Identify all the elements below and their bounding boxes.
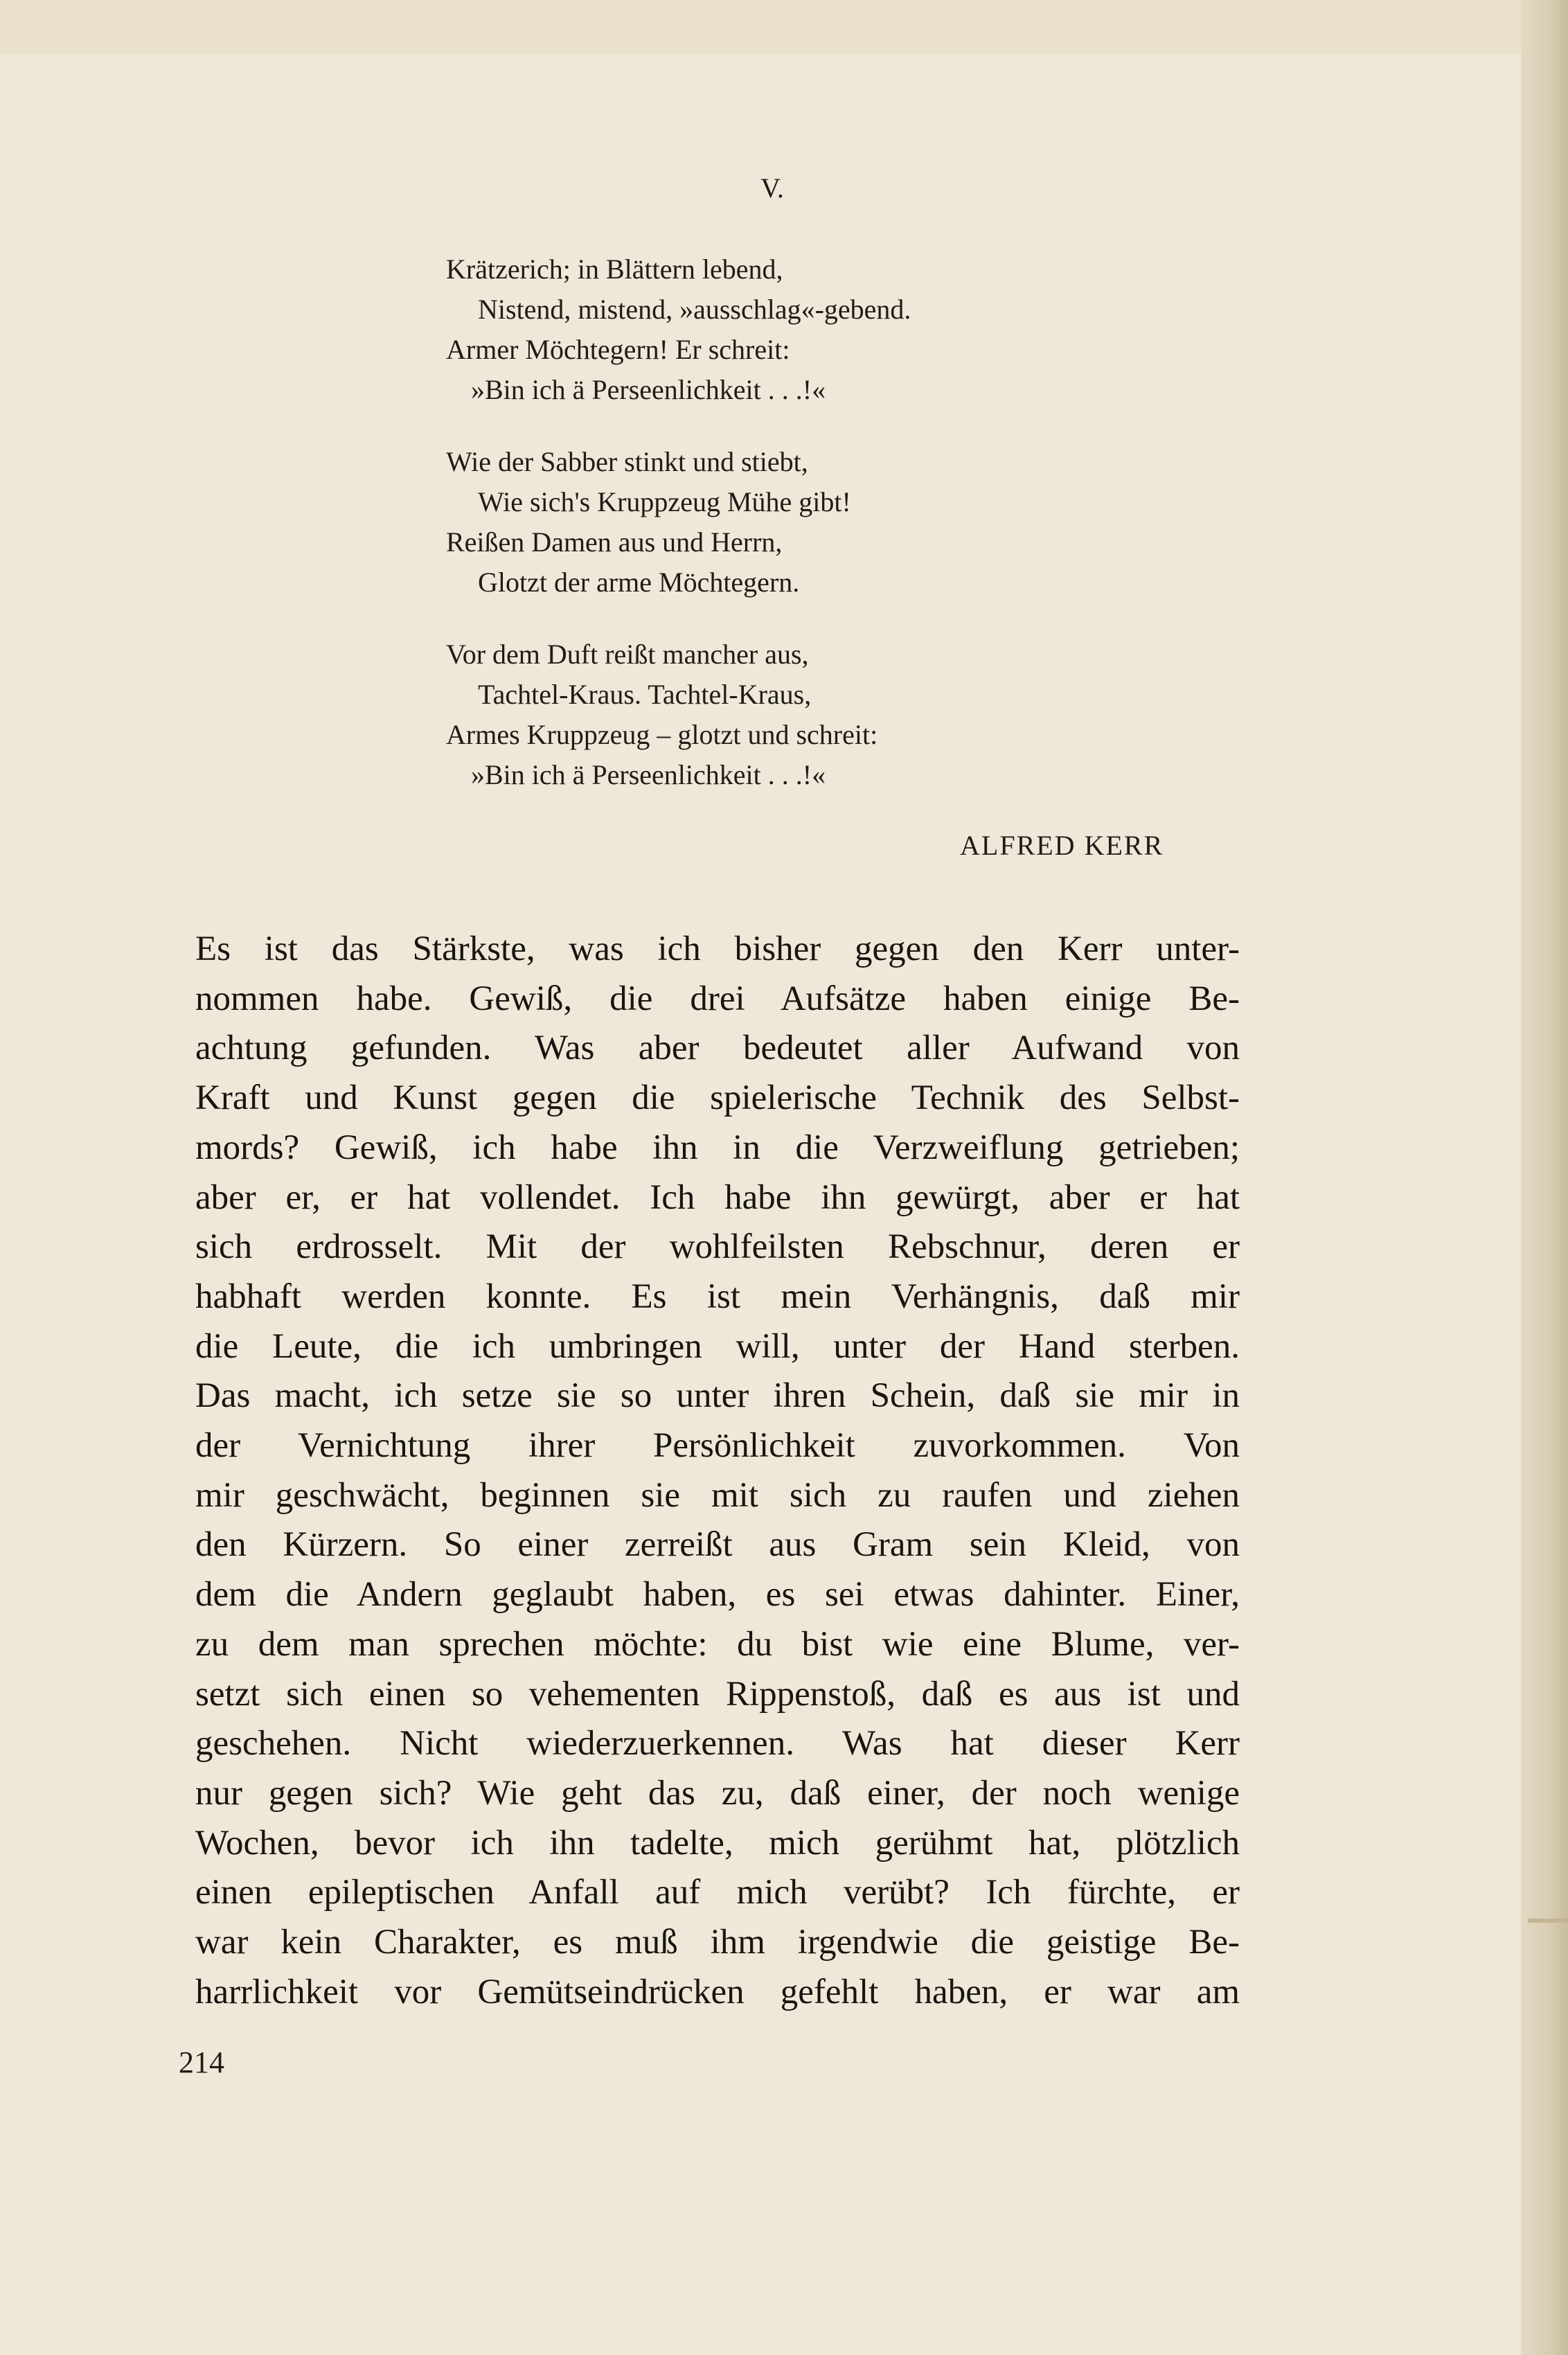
prose-line: nommen habe. Gewiß, die drei Aufsätze haben einige Be- [195, 979, 1240, 1018]
page-top-band [0, 0, 1544, 54]
prose-line: den Kürzern. So einer zerreißt aus Gram sein Kleid, von [195, 1525, 1240, 1565]
poem-author: ALFRED KERR [960, 830, 1164, 861]
prose-line: aber er, er hat vollendet. Ich habe ihn gewürgt, aber er hat [195, 1178, 1240, 1217]
prose-line: Kraft und Kunst gegen die spielerische Technik des Selbst- [195, 1078, 1240, 1118]
prose-line: sich erdrosselt. Mit der wohlfeilsten Rebschnur, deren er [195, 1227, 1240, 1267]
prose-line: mords? Gewiß, ich habe ihn in die Verzweiflung getrieben; [195, 1128, 1240, 1167]
poem-line: Reißen Damen aus und Herrn, [446, 526, 783, 558]
prose-line: Es ist das Stärkste, was ich bisher gegen den Kerr unter- [195, 930, 1240, 968]
prose-line: dem die Andern geglaubt haben, es sei etwas dahinter. Einer, [195, 1575, 1240, 1615]
prose-line: setzt sich einen so vehementen Rippenstoß, daß es aus ist und [195, 1674, 1240, 1714]
prose-line: harrlichkeit vor Gemütseindrücken gefehlt haben, er war am [195, 1972, 1240, 2011]
section-heading: V. [760, 172, 784, 204]
poem-line: Krätzerich; in Blättern lebend, [446, 254, 783, 285]
poem-line: Nistend, mistend, »ausschlag«-gebend. [478, 294, 911, 325]
poem-line: »Bin ich ä Perseenlichkeit . . .!« [471, 759, 826, 790]
prose-line: achtung gefunden. Was aber bedeutet aller Aufwand von [195, 1029, 1240, 1068]
page-number: 214 [179, 2045, 224, 2079]
poem-line: Tachtel-Kraus. Tachtel-Kraus, [478, 679, 812, 710]
poem [0, 249, 1544, 827]
page-edge [1521, 0, 1568, 2355]
prose-line: geschehen. Nicht wiederzuerkennen. Was hat dieser Kerr [195, 1724, 1240, 1763]
poem-stanza-3 [0, 634, 1544, 795]
prose-paragraph [195, 925, 1240, 2017]
page-fold-mark [1528, 1919, 1568, 1923]
poem-line: »Bin ich ä Perseenlichkeit . . .!« [471, 374, 826, 405]
poem-line: Wie der Sabber stinkt und stiebt, [446, 446, 808, 477]
prose-line: nur gegen sich? Wie geht das zu, daß einer, der noch wenige [195, 1773, 1240, 1813]
poem-line: Armes Kruppzeug – glotzt und schreit: [446, 719, 878, 750]
poem-line: Wie sich's Kruppzeug Mühe gibt! [478, 486, 851, 517]
prose-line: der Vernichtung ihrer Persönlichkeit zuvorkommen. Von [195, 1426, 1240, 1466]
poem-stanza-1 [0, 249, 1544, 410]
prose-line: war kein Charakter, es muß ihm irgendwie die geistige Be- [195, 1923, 1240, 1962]
poem-line: Glotzt der arme Möchtegern. [478, 567, 800, 598]
prose-line: habhaft werden konnte. Es ist mein Verhängnis, daß mir [195, 1277, 1240, 1316]
poem-stanza-2 [0, 442, 1544, 603]
prose-line: zu dem man sprechen möchte: du bist wie eine Blume, ver- [195, 1624, 1240, 1664]
prose-line: einen epileptischen Anfall auf mich verübt? Ich fürchte, er [195, 1873, 1240, 1912]
prose-line: die Leute, die ich umbringen will, unter der Hand sterben. [195, 1326, 1240, 1366]
prose-line: Das macht, ich setze sie so unter ihren Schein, daß sie mir in [195, 1376, 1240, 1416]
poem-line: Vor dem Duft reißt mancher aus, [446, 639, 809, 670]
prose-line: mir geschwächt, beginnen sie mit sich zu raufen und ziehen [195, 1475, 1240, 1515]
poem-line: Armer Möchtegern! Er schreit: [446, 334, 790, 365]
prose-line: Wochen, bevor ich ihn tadelte, mich gerühmt hat, plötzlich [195, 1823, 1240, 1863]
